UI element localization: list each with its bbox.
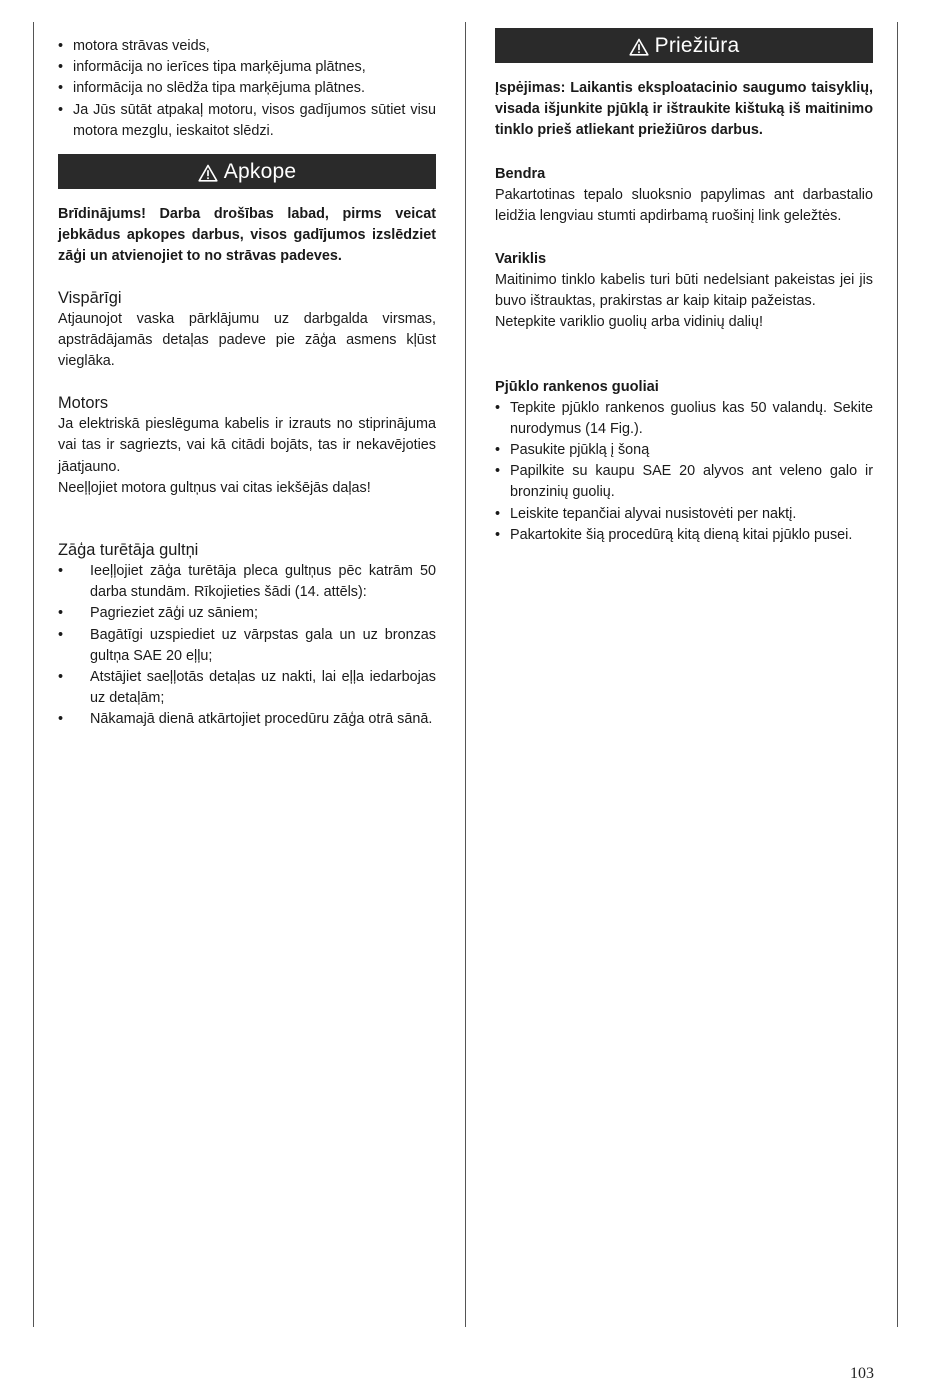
page-number: 103: [850, 1365, 874, 1382]
list-item: • Leiskite tepančiai alyvai nusistovėti per naktį.: [495, 504, 873, 525]
maintenance-banner: [495, 28, 873, 63]
motor-oil-note: Neeļļojiet motora gultņus vai citas iekšējās daļas!: [58, 479, 371, 496]
intro-bullet-list: [58, 36, 436, 142]
bullet-icon: •: [495, 505, 501, 522]
general-paragraph: Atjaunojot vaska pārklājumu uz darbgalda virsmas, apstrādājamās detaļas padeve pie zāģa asmens kļūst vieglāka.: [58, 310, 436, 370]
right-margin-rule: [897, 22, 898, 1327]
warning-triangle-icon: [629, 38, 649, 56]
bearings-bullet-list: [58, 561, 436, 731]
section-heading-motor: Motors: [58, 394, 109, 413]
list-item: • Pakartokite šią procedūrą kitą dieną kitai pjūklo pusei.: [495, 525, 873, 546]
bullet-icon: •: [58, 711, 64, 728]
general-paragraph: Pakartotinas tepalo sluoksnio papylimas ant darbastalio leidžia lengviau stumti apdirbamą ruošinį link geležtės.: [495, 186, 873, 224]
list-item: • Papilkite su kaupu SAE 20 alyvos ant veleno galo ir bronzinių guolių.: [495, 463, 873, 501]
bullet-icon: •: [495, 399, 501, 416]
bullet-icon: •: [58, 563, 64, 580]
list-item: • Ieeļļojiet zāģa turētāja pleca gultņus pēc katrām 50 darba stundām. Rīkojieties šādi (14. attēls):: [58, 563, 436, 601]
list-item: • Pasukite pjūklą į šoną: [495, 440, 873, 461]
section-heading-general: Vispārīgi: [58, 288, 122, 307]
banner-title: Priežiūra: [654, 33, 740, 57]
bullet-icon: •: [495, 463, 501, 480]
list-item: • Tepkite pjūklo rankenos guolius kas 50 valandų. Sekite nurodymus (14 Fig.).: [495, 399, 873, 437]
bullet-icon: •: [58, 101, 64, 118]
banner-title: Apkope: [223, 159, 297, 183]
bullet-icon: •: [58, 605, 64, 622]
right-column-lithuanian: [495, 28, 873, 546]
motor-paragraph: Maitinimo tinklo kabelis turi būti nedelsiant pakeistas jei jis buvo ištrauktas, prakirstas ar kaip kitaip pažeistas.: [495, 272, 873, 310]
maintenance-banner: [58, 154, 436, 189]
column-divider-rule: [465, 22, 466, 1327]
list-item: • Atstājiet saeļļotās detaļas uz nakti, lai eļļa iedarbojas uz detaļām;: [58, 669, 436, 707]
bullet-icon: •: [58, 80, 64, 97]
left-column-latvian: [58, 36, 436, 731]
bullet-icon: •: [58, 59, 64, 76]
warning-paragraph: Įspėjimas: Laikantis eksploatacinio saugumo taisyklių, visada išjunkite pjūklą ir ištraukite kištuką iš maitinimo tinklo prieš atliekant priežiūros darbus.: [495, 80, 873, 139]
left-margin-rule: [33, 22, 34, 1327]
warning-triangle-icon: [198, 164, 218, 182]
motor-paragraph: Ja elektriskā pieslēguma kabelis ir izrauts no stiprinājuma vai tas ir sagriezts, vai kā citādi bojāts, tas ir nekavējoties jāatjauno.: [58, 416, 436, 475]
bullet-icon: •: [58, 669, 64, 686]
list-item: • Bagātīgi uzspiediet uz vārpstas gala un uz bronzas gultņa SAE 20 eļļu;: [58, 626, 436, 664]
bullet-icon: •: [495, 442, 501, 459]
list-item: • Nākamajā dienā atkārtojiet procedūru zāģa otrā sānā.: [58, 709, 436, 730]
list-item: • Ja Jūs sūtāt atpakaļ motoru, visos gadījumos sūtiet visu motora mezglu, ieskaitot slēdzi.: [58, 101, 436, 139]
list-item: • informācija no ierīces tipa marķējuma plātnes,: [58, 57, 436, 78]
bullet-icon: •: [495, 526, 501, 543]
section-heading-general: Bendra: [495, 165, 546, 182]
section-heading-bearings: Zāģa turētāja gultņi: [58, 541, 199, 560]
bearings-bullet-list: [495, 398, 873, 546]
list-item: • Pagrieziet zāģi uz sāniem;: [58, 603, 436, 624]
bullet-icon: •: [58, 626, 64, 643]
list-item: • informācija no slēdža tipa marķējuma plātnes.: [58, 78, 436, 99]
list-item: • motora strāvas veids,: [58, 36, 436, 57]
bullet-icon: •: [58, 38, 64, 54]
motor-oil-note: Netepkite variklio guolių arba vidinių dalių!: [495, 314, 763, 331]
warning-paragraph: Brīdinājums! Darba drošības labad, pirms veicat jebkādus apkopes darbus, visos gadījumos izslēdziet zāģi un atvienojiet to no strāvas padeves.: [58, 206, 436, 265]
section-heading-bearings: Pjūklo rankenos guoliai: [495, 378, 659, 395]
section-heading-motor: Variklis: [495, 251, 547, 268]
